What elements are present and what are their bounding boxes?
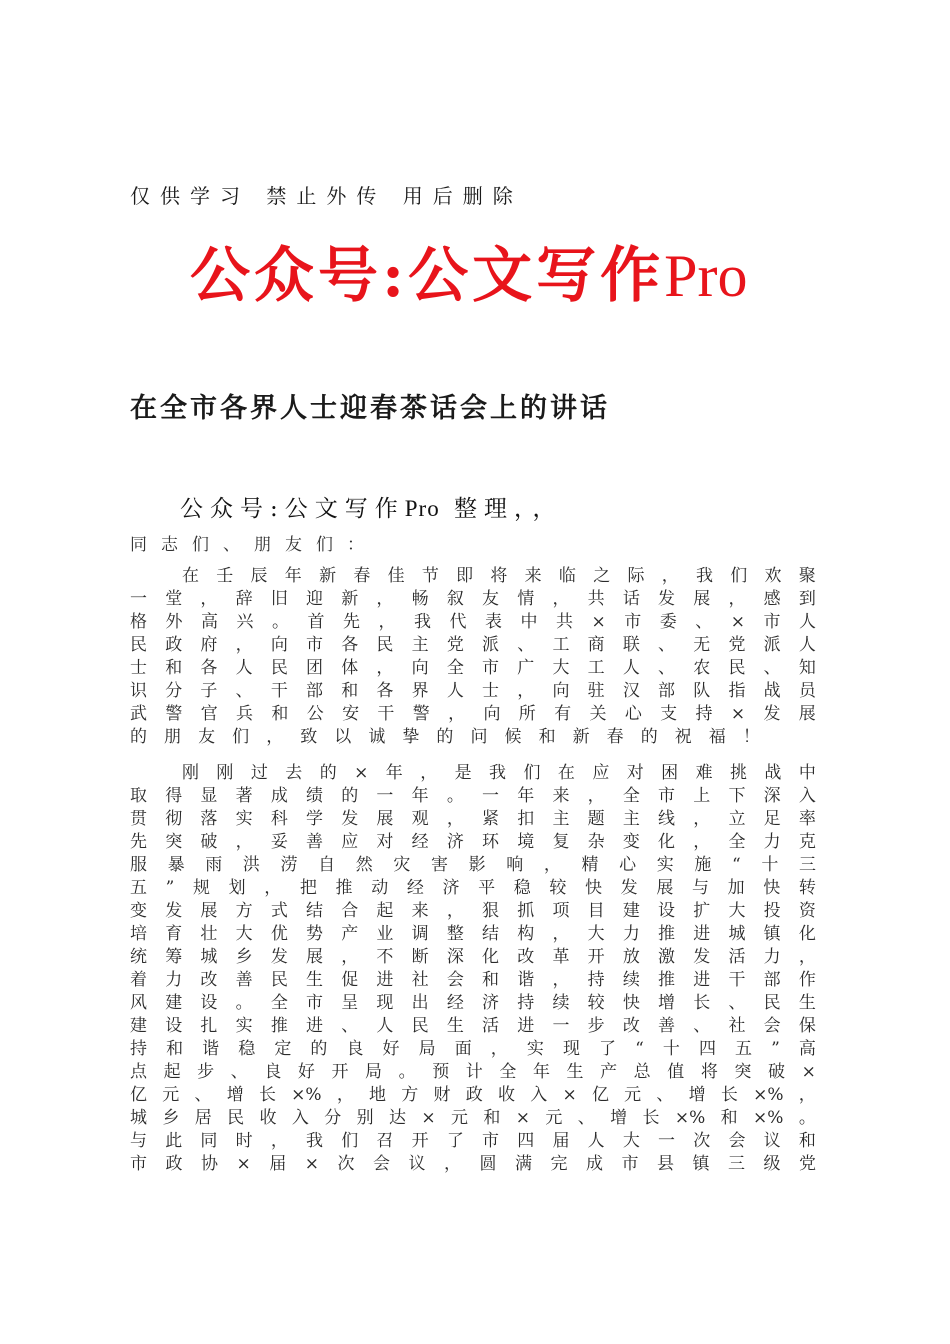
paragraph-line: 的 朋 友 们 ， 致 以 诚 挚 的 问 候 和 新 春 的 祝 福 ！ — [130, 727, 760, 747]
paragraph-line: 五 ” 规 划 ， 把 推 动 经 济 平 稳 较 快 发 展 与 加 快 转 — [130, 878, 816, 898]
paragraph-line: 统 筹 城 乡 发 展 ， 不 断 深 化 改 革 开 放 激 发 活 力 ， — [130, 947, 816, 967]
paragraph-1 — [130, 565, 816, 749]
paragraph-line: 城 乡 居 民 收 入 分 别 达 × 元 和 × 元 、 增 长 ×% 和 ×% 。 — [130, 1108, 816, 1128]
brand-suffix: Pro — [664, 243, 748, 309]
paragraph-line: 刚 刚 过 去 的 × 年 ， 是 我 们 在 应 对 困 难 挑 战 中 — [182, 763, 816, 783]
paragraph-line: 着 力 改 善 民 生 促 进 社 会 和 谐 ， 持 续 推 进 干 部 作 — [130, 970, 816, 990]
paragraph-line: 亿 元 、 增 长 ×% ， 地 方 财 政 收 入 × 亿 元 、 增 长 ×% ， — [130, 1085, 816, 1105]
paragraph-line: 服 暴 雨 洪 涝 自 然 灾 害 影 响 ， 精 心 实 施 “ 十 三 — [130, 855, 816, 875]
byline-pro: Pro — [404, 496, 440, 521]
paragraph-line: 与 此 同 时 ， 我 们 召 开 了 市 四 届 人 大 一 次 会 议 和 — [130, 1131, 816, 1151]
byline-prefix: 公众号:公文写作 — [180, 496, 405, 522]
byline-suffix: 整理，， — [454, 496, 563, 522]
paragraph-line: 一 堂 ， 辞 旧 迎 新 ， 畅 叙 友 情 ， 共 话 发 展 ， 感 到 — [130, 589, 816, 609]
paragraph-line: 识 分 子 、 干 部 和 各 界 人 士 ， 向 驻 汉 部 队 指 战 员 — [130, 681, 816, 701]
paragraph-line: 建 设 扎 实 推 进 、 人 民 生 活 进 一 步 改 善 、 社 会 保 — [130, 1016, 816, 1036]
usage-notice: 仅供学习 禁止外传 用后删除 — [130, 184, 523, 208]
paragraph-line: 民 政 府 ， 向 市 各 民 主 党 派 、 工 商 联 、 无 党 派 人 — [130, 635, 816, 655]
paragraph-line: 格 外 高 兴 。 首 先 ， 我 代 表 中 共 × 市 委 、 × 市 人 — [130, 612, 816, 632]
brand-watermark — [190, 228, 748, 314]
paragraph-line: 取 得 显 著 成 绩 的 一 年 。 一 年 来 ， 全 市 上 下 深 入 — [130, 786, 816, 806]
document-title: 在全市各界人士迎春茶话会上的讲话 — [130, 393, 610, 424]
paragraph-line: 贯 彻 落 实 科 学 发 展 观 ， 紧 扣 主 题 主 线 ， 立 足 率 — [130, 809, 816, 829]
paragraph-line: 持 和 谐 稳 定 的 良 好 局 面 ， 实 现 了 “ 十 四 五 ” 高 — [130, 1039, 816, 1059]
paragraph-line: 培 育 壮 大 优 势 产 业 调 整 结 构 ， 大 力 推 进 城 镇 化 — [130, 924, 816, 944]
paragraph-line: 变 发 展 方 式 结 合 起 来 ， 狠 抓 项 目 建 设 扩 大 投 资 — [130, 901, 816, 921]
salutation: 同志们、朋友们： — [130, 535, 378, 555]
paragraph-line: 市 政 协 × 届 × 次 会 议 ， 圆 满 完 成 市 县 镇 三 级 党 — [130, 1154, 816, 1174]
paragraph-line: 风 建 设 。 全 市 呈 现 出 经 济 持 续 较 快 增 长 、 民 生 — [130, 993, 816, 1013]
paragraph-line: 士 和 各 人 民 团 体 ， 向 全 市 广 大 工 人 、 农 民 、 知 — [130, 658, 816, 678]
brand-main: 公众号:公文写作 — [190, 241, 665, 311]
paragraph-line: 在 壬 辰 年 新 春 佳 节 即 将 来 临 之 际 ， 我 们 欢 聚 — [182, 566, 816, 586]
paragraph-line: 点 起 步 、 良 好 开 局 。 预 计 全 年 生 产 总 值 将 突 破 × — [130, 1062, 816, 1082]
byline — [180, 490, 563, 523]
paragraph-line: 先 突 破 ， 妥 善 应 对 经 济 环 境 复 杂 变 化 ， 全 力 克 — [130, 832, 816, 852]
paragraph-2 — [130, 762, 816, 1176]
paragraph-line: 武 警 官 兵 和 公 安 干 警 ， 向 所 有 关 心 支 持 × 发 展 — [130, 704, 816, 724]
